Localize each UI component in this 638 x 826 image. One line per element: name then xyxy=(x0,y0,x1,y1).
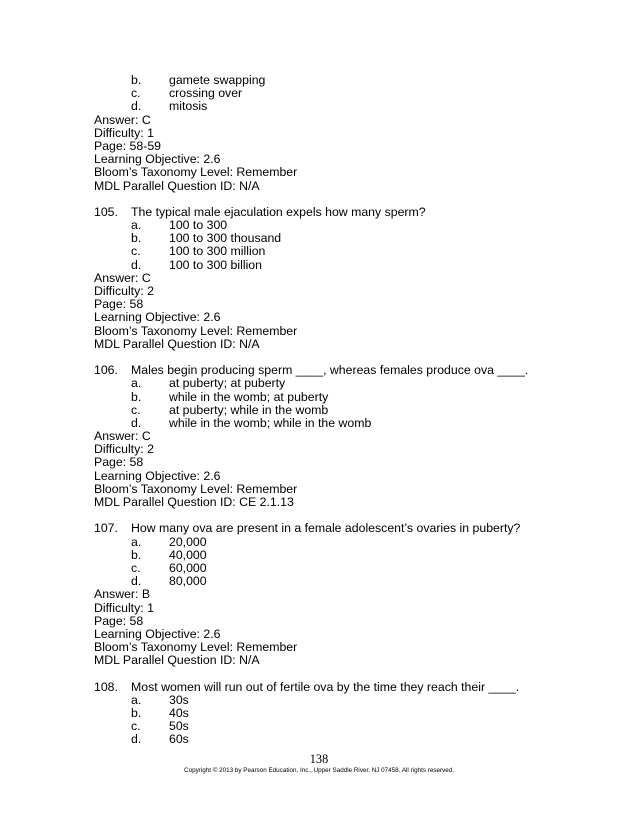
question-text: How many ova are present in a female adolescent’s ovaries in puberty? xyxy=(131,521,521,536)
question-text: Males begin producing sperm ____, whereas females produce ova ____. xyxy=(131,363,529,378)
question-106 xyxy=(94,364,534,509)
option-letter: c. xyxy=(131,86,141,101)
option-text: at puberty; at puberty xyxy=(169,376,286,391)
option-letter: b. xyxy=(131,73,142,87)
question-content xyxy=(94,74,534,747)
option-letter: d. xyxy=(131,732,142,747)
option-letter: c. xyxy=(131,719,141,734)
option-letter: d. xyxy=(131,99,142,114)
option-text: 60s xyxy=(169,732,189,747)
question-number: 106. xyxy=(94,363,118,378)
difficulty-line: Difficulty: 1 xyxy=(94,125,154,140)
option-letter: b. xyxy=(131,706,142,720)
option-text: while in the womb; while in the womb xyxy=(169,415,372,430)
option xyxy=(94,259,534,272)
option-letter: d. xyxy=(131,257,142,272)
mdl-id-line: MDL Parallel Question ID: N/A xyxy=(94,178,260,193)
difficulty-line: Difficulty: 1 xyxy=(94,600,154,615)
option-text: 20,000 xyxy=(169,534,207,549)
page-line: Page: 58 xyxy=(94,613,144,628)
blooms-level-line: Bloom’s Taxonomy Level: Remember xyxy=(94,165,298,180)
option-text: 100 to 300 xyxy=(169,218,228,233)
learning-objective-line: Learning Objective: 2.6 xyxy=(94,310,221,325)
option-text: 60,000 xyxy=(169,560,207,575)
option xyxy=(94,694,534,707)
page-line: Page: 58 xyxy=(94,455,144,470)
page-line: Page: 58-59 xyxy=(94,138,162,153)
copyright-notice: Copyright © 2013 by Pearson Education, Inc., Upper Saddle River, NJ 07458. All rights reserved. xyxy=(184,767,454,774)
option xyxy=(94,232,534,245)
answer-line: Answer: C xyxy=(94,112,151,127)
question-number: 108. xyxy=(94,679,118,694)
option-text: while in the womb; at puberty xyxy=(169,389,329,404)
option-letter: d. xyxy=(131,574,142,589)
question-stem xyxy=(94,364,534,377)
question-number: 107. xyxy=(94,521,118,536)
option-text: mitosis xyxy=(169,99,208,114)
option-letter: b. xyxy=(131,389,142,404)
question-stem xyxy=(94,522,534,535)
option-text: 40s xyxy=(169,706,189,720)
option xyxy=(94,219,534,232)
question-stem xyxy=(94,206,534,219)
learning-objective-line: Learning Objective: 2.6 xyxy=(94,152,221,167)
option xyxy=(94,707,534,720)
option-letter: c. xyxy=(131,244,141,259)
option xyxy=(94,74,534,87)
mdl-id-line: MDL Parallel Question ID: N/A xyxy=(94,653,260,668)
option-text: 100 to 300 billion xyxy=(169,257,262,272)
option-letter: c. xyxy=(131,402,141,417)
option-text: 100 to 300 million xyxy=(169,244,266,259)
option-letter: b. xyxy=(131,231,142,246)
page-line: Page: 58 xyxy=(94,297,144,312)
question-107 xyxy=(94,522,534,667)
option xyxy=(94,417,534,430)
answer-line: Answer: C xyxy=(94,429,151,444)
option-letter: b. xyxy=(131,547,142,562)
option-text: gamete swapping xyxy=(169,73,266,87)
option-text: 80,000 xyxy=(169,574,207,589)
answer-line: Answer: B xyxy=(94,587,151,602)
option-text: 30s xyxy=(169,692,189,707)
option-letter: a. xyxy=(131,376,142,391)
option-text: crossing over xyxy=(169,86,243,101)
option xyxy=(94,100,534,113)
option xyxy=(94,733,534,746)
previous-question-meta xyxy=(94,114,534,193)
previous-question-options xyxy=(94,74,534,114)
option-text: at puberty; while in the womb xyxy=(169,402,329,417)
option-letter: c. xyxy=(131,560,141,575)
option xyxy=(94,575,534,588)
option xyxy=(94,87,534,100)
difficulty-line: Difficulty: 2 xyxy=(94,442,154,457)
answer-line: Answer: C xyxy=(94,270,151,285)
learning-objective-line: Learning Objective: 2.6 xyxy=(94,468,221,483)
question-105 xyxy=(94,206,534,351)
option-text: 40,000 xyxy=(169,547,207,562)
question-text: Most women will run out of fertile ova by the time they reach their ____. xyxy=(131,679,520,694)
mdl-id-line: MDL Parallel Question ID: CE 2.1.13 xyxy=(94,495,294,509)
option-letter: a. xyxy=(131,534,142,549)
option xyxy=(94,720,534,733)
option xyxy=(94,536,534,549)
learning-objective-line: Learning Objective: 2.6 xyxy=(94,626,221,641)
question-stem xyxy=(94,681,534,694)
blooms-level-line: Bloom’s Taxonomy Level: Remember xyxy=(94,640,298,655)
option-text: 50s xyxy=(169,719,189,734)
question-text: The typical male ejaculation expels how many sperm? xyxy=(131,204,426,219)
option-letter: d. xyxy=(131,415,142,430)
option-letter: a. xyxy=(131,692,142,707)
blooms-level-line: Bloom’s Taxonomy Level: Remember xyxy=(94,481,298,496)
question-number: 105. xyxy=(94,204,118,219)
mdl-id-line: MDL Parallel Question ID: N/A xyxy=(94,336,260,351)
option xyxy=(94,562,534,575)
option xyxy=(94,549,534,562)
option-text: 100 to 300 thousand xyxy=(169,231,282,246)
option-letter: a. xyxy=(131,218,142,233)
option xyxy=(94,245,534,258)
difficulty-line: Difficulty: 2 xyxy=(94,284,154,298)
blooms-level-line: Bloom’s Taxonomy Level: Remember xyxy=(94,323,298,338)
page-number: 138 xyxy=(309,752,329,766)
question-108 xyxy=(94,681,534,747)
